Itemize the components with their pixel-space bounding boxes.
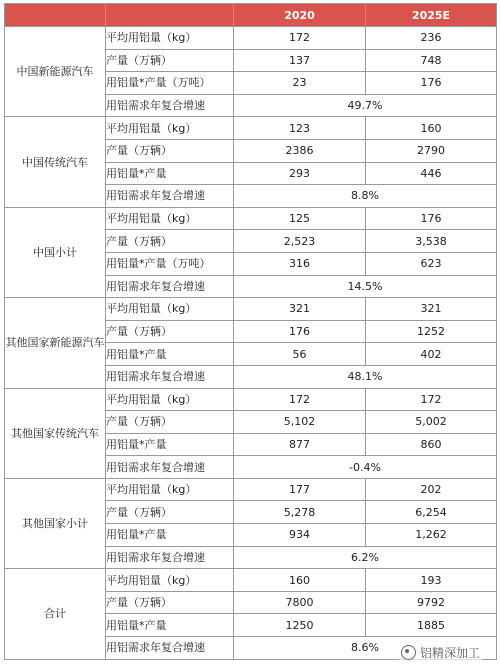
value-2025e: 1252 — [366, 320, 497, 343]
cagr-label: 用铝需求年复合增速 — [106, 365, 234, 388]
metric-label: 用铝量*产量 — [106, 614, 234, 637]
metric-label: 用铝量*产量 — [106, 433, 234, 456]
metric-label: 产量（万辆） — [106, 591, 234, 614]
header-row — [5, 4, 497, 27]
metric-label: 产量（万辆） — [106, 49, 234, 72]
value-2025e: 623 — [366, 252, 497, 275]
metric-label: 平均用铝量（kg） — [106, 569, 234, 592]
cagr-value: -0.4% — [234, 456, 497, 479]
value-2020: 1250 — [234, 614, 366, 637]
table-row — [5, 569, 497, 592]
value-2025e: 176 — [366, 207, 497, 230]
value-2020: 56 — [234, 343, 366, 366]
header-year-2020: 2020 — [234, 4, 366, 27]
metric-label: 平均用铝量（kg） — [106, 117, 234, 140]
value-2020: 123 — [234, 117, 366, 140]
value-2020: 5,102 — [234, 411, 366, 434]
table-row — [5, 117, 497, 140]
header-blank-cell — [106, 4, 234, 27]
group-name: 中国小计 — [5, 207, 106, 297]
metric-label: 用铝量*产量 — [106, 343, 234, 366]
value-2025e: 9792 — [366, 591, 497, 614]
group-name: 合计 — [5, 569, 106, 659]
cagr-value: 48.1% — [234, 365, 497, 388]
table-row — [5, 27, 497, 50]
cagr-label: 用铝需求年复合增速 — [106, 546, 234, 569]
metric-label: 用铝量*产量 — [106, 162, 234, 185]
wechat-channel-icon — [401, 645, 416, 660]
cagr-value: 8.6% — [234, 637, 497, 660]
value-2020: 172 — [234, 388, 366, 411]
value-2020: 2386 — [234, 139, 366, 162]
value-2020: 176 — [234, 320, 366, 343]
group-name: 中国传统汽车 — [5, 117, 106, 207]
header-year-2025e: 2025E — [366, 4, 497, 27]
value-2020: 172 — [234, 27, 366, 50]
value-2020: 293 — [234, 162, 366, 185]
metric-label: 平均用铝量（kg） — [106, 27, 234, 50]
value-2020: 160 — [234, 569, 366, 592]
group-name: 其他国家小计 — [5, 478, 106, 568]
metric-label: 用铝量*产量（万吨） — [106, 72, 234, 95]
value-2025e: 176 — [366, 72, 497, 95]
table-row — [5, 478, 497, 501]
value-2025e: 860 — [366, 433, 497, 456]
value-2025e: 446 — [366, 162, 497, 185]
value-2020: 5,278 — [234, 501, 366, 524]
metric-label: 产量（万辆） — [106, 139, 234, 162]
metric-label: 产量（万辆） — [106, 230, 234, 253]
metric-label: 平均用铝量（kg） — [106, 207, 234, 230]
metric-label: 用铝量*产量（万吨） — [106, 252, 234, 275]
value-2025e: 1885 — [366, 614, 497, 637]
table-row — [5, 388, 497, 411]
value-2020: 137 — [234, 49, 366, 72]
value-2025e: 5,002 — [366, 411, 497, 434]
watermark — [399, 644, 482, 661]
cagr-label: 用铝需求年复合增速 — [106, 275, 234, 298]
metric-label: 平均用铝量（kg） — [106, 388, 234, 411]
value-2020: 125 — [234, 207, 366, 230]
cagr-label: 用铝需求年复合增速 — [106, 456, 234, 479]
watermark-text: 铝精深加工 — [419, 646, 480, 660]
metric-label: 用铝量*产量 — [106, 524, 234, 547]
value-2025e: 3,538 — [366, 230, 497, 253]
value-2025e: 172 — [366, 388, 497, 411]
cagr-label: 用铝需求年复合增速 — [106, 185, 234, 208]
value-2020: 321 — [234, 298, 366, 321]
group-name: 中国新能源汽车 — [5, 27, 106, 117]
value-2025e: 6,254 — [366, 501, 497, 524]
value-2025e: 236 — [366, 27, 497, 50]
cagr-value: 8.8% — [234, 185, 497, 208]
table-row — [5, 298, 497, 321]
cagr-value: 14.5% — [234, 275, 497, 298]
value-2025e: 748 — [366, 49, 497, 72]
value-2020: 2,523 — [234, 230, 366, 253]
value-2020: 934 — [234, 524, 366, 547]
cagr-label: 用铝需求年复合增速 — [106, 637, 234, 660]
value-2025e: 402 — [366, 343, 497, 366]
value-2020: 7800 — [234, 591, 366, 614]
value-2025e: 2790 — [366, 139, 497, 162]
group-name: 其他国家新能源汽车 — [5, 298, 106, 388]
value-2025e: 193 — [366, 569, 497, 592]
group-name: 其他国家传统汽车 — [5, 388, 106, 478]
value-2020: 23 — [234, 72, 366, 95]
aluminum-demand-table — [4, 3, 497, 660]
value-2020: 316 — [234, 252, 366, 275]
metric-label: 平均用铝量（kg） — [106, 478, 234, 501]
cagr-label: 用铝需求年复合增速 — [106, 94, 234, 117]
table-row — [5, 207, 497, 230]
metric-label: 产量（万辆） — [106, 411, 234, 434]
value-2025e: 1,262 — [366, 524, 497, 547]
value-2025e: 321 — [366, 298, 497, 321]
cagr-value: 6.2% — [234, 546, 497, 569]
value-2020: 877 — [234, 433, 366, 456]
value-2025e: 202 — [366, 478, 497, 501]
metric-label: 平均用铝量（kg） — [106, 298, 234, 321]
metric-label: 产量（万辆） — [106, 501, 234, 524]
cagr-value: 49.7% — [234, 94, 497, 117]
value-2025e: 160 — [366, 117, 497, 140]
header-blank-cell — [5, 4, 106, 27]
value-2020: 177 — [234, 478, 366, 501]
metric-label: 产量（万辆） — [106, 320, 234, 343]
